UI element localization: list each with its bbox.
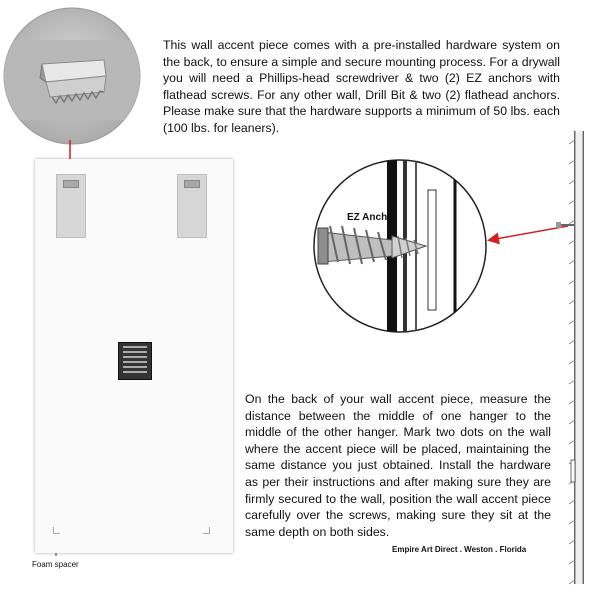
hanger-hook-icon: [63, 180, 79, 188]
foam-spacer-left: [53, 527, 60, 534]
product-label-sticker: [118, 342, 152, 380]
hanger-hook-icon: [184, 180, 200, 188]
foam-spacer-right: [203, 527, 210, 534]
hanger-plate-left: [56, 174, 86, 238]
accent-piece-back-panel: [35, 159, 233, 553]
hanger-plate-right: [177, 174, 207, 238]
wall-profile-icon: [556, 131, 583, 584]
ez-anchor-label: EZ Anchor: [347, 212, 398, 223]
ez-anchor-zoom-circle: [314, 150, 486, 350]
company-credit: Empire Art Direct . Weston . Florida: [392, 545, 527, 554]
foam-spacer-label: Foam spacer: [32, 560, 79, 569]
intro-paragraph: This wall accent piece comes with a pre-installed hardware system on the back, to ensure a simple and secure mounting process. For a drywall you will need a Phillips-head screwdriver & two (2) EZ anchors with flathead screws. For any other wall, Drill Bit & two (2) flathead anchors. Please make sure that the hardware supports a minimum of 50 lbs. each (100 lbs. for leaners).: [163, 38, 560, 135]
hanger-zoom-circle: [0, 8, 160, 144]
instructions-paragraph: On the back of your wall accent piece, measure the distance between the middle of one hanger to the middle of the other hanger. Mark two dots on the wall where the accent piece will be placed, maintaining the same distance you just obtained. Install the hardware as per their instructions and after making sure they are firmly secured to the wall, position the wall accent piece carefully over the screws, making sure they sit at the same depth on both sides.: [245, 392, 551, 539]
